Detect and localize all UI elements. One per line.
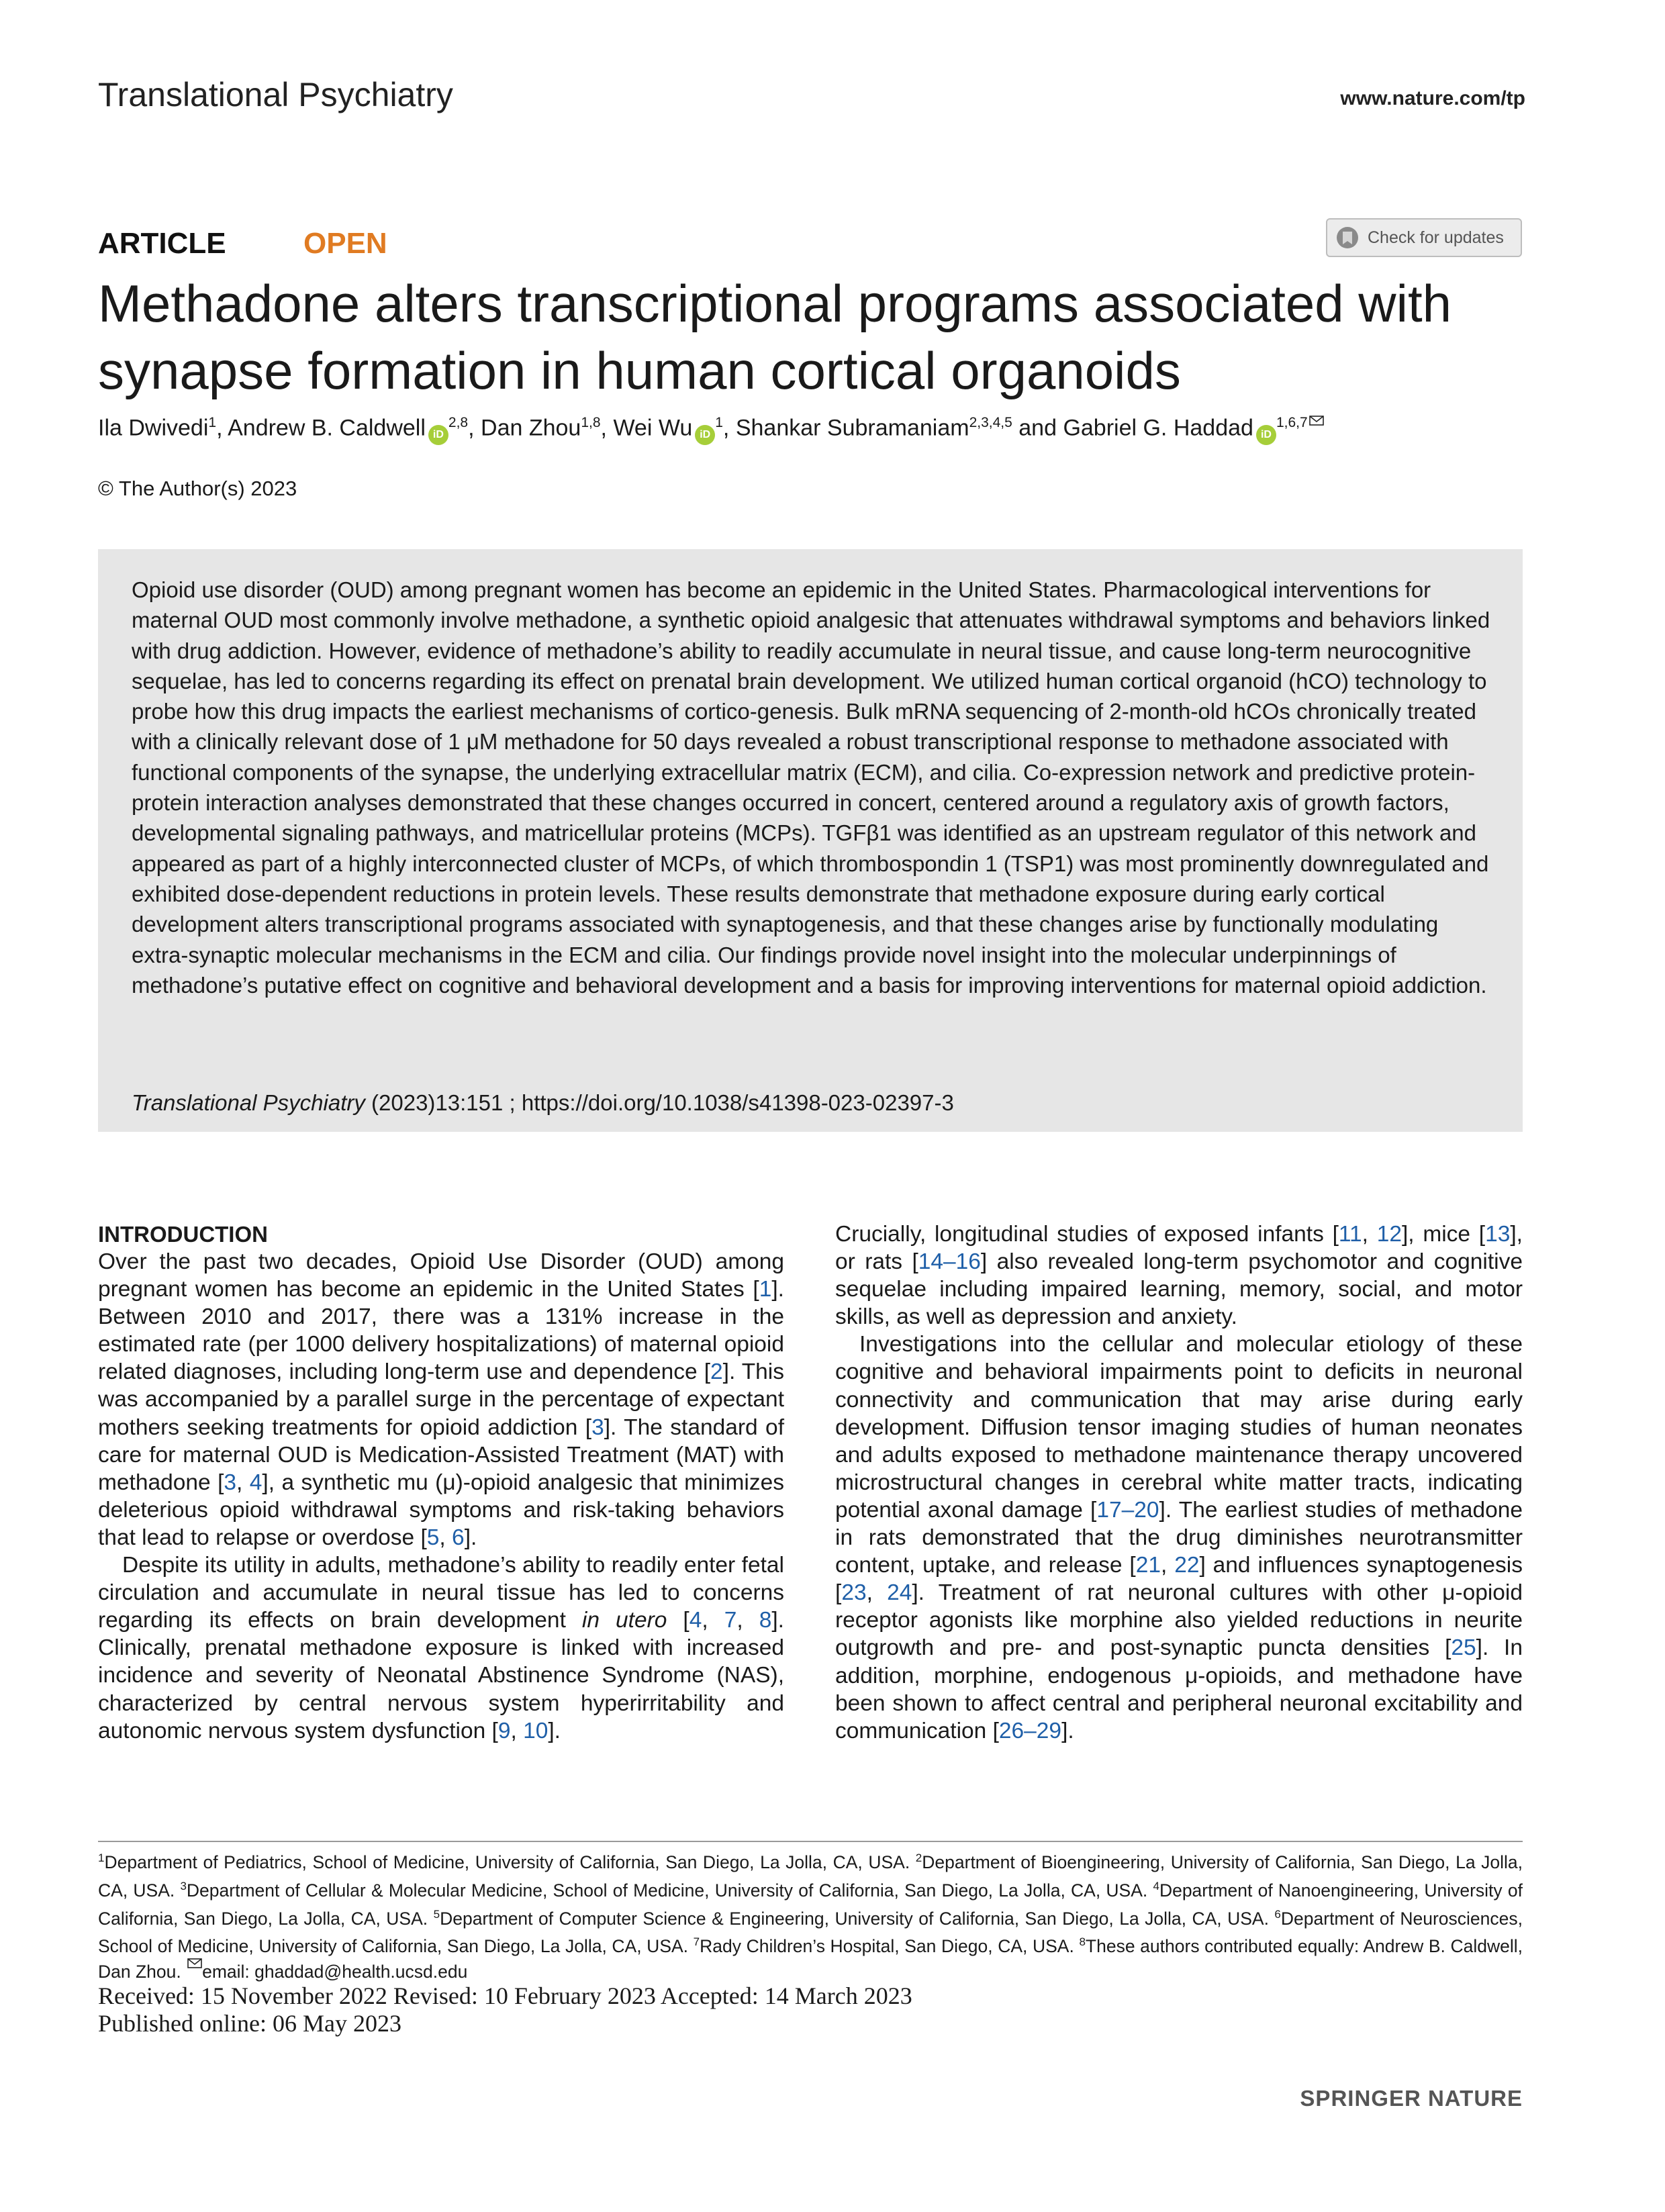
author-affiliation-sup: 2,3,4,5 xyxy=(969,415,1012,430)
reference-link[interactable]: 2 xyxy=(710,1359,723,1385)
reference-link[interactable]: 25 xyxy=(1451,1635,1476,1661)
journal-name: Translational Psychiatry xyxy=(98,76,453,113)
citation-line xyxy=(132,1090,954,1116)
affiliation-number: 3 xyxy=(180,1879,187,1892)
reference-link[interactable]: 17–20 xyxy=(1096,1497,1159,1523)
reference-link[interactable]: 3 xyxy=(224,1470,237,1495)
author-name[interactable]: Wei Wu xyxy=(613,415,693,441)
affiliation-text: Department of Pediatrics, School of Medicine, University of California, San Diego, La Jolla, CA, USA. xyxy=(104,1852,916,1872)
abstract-text: Opioid use disorder (OUD) among pregnant women has become an epidemic in the United States. Pharmacological interventions for maternal OUD most commonly involve methadone, a synthetic opioid analgesic that attenuates withdrawal symptoms and behaviors linked with drug addiction. However, evidence of methadone’s ability to readily accumulate in neural tissue, and cause long-term neurocognitive sequelae, has led to concerns regarding its effect on prenatal brain development. We utilized human cortical organoid (hCO) technology to probe how this drug impacts the earliest mechanisms of cortico-genesis. Bulk mRNA sequencing of 2-month-old hCOs chronically treated with a clinically relevant dose of 1 μM methadone for 50 days revealed a robust transcriptional response to methadone associated with functional components of the synapse, the underlying extracellular matrix (ECM), and cilia. Co-expression network and predictive protein-protein interaction analyses demonstrated that these changes occurred in concert, centered around a regulatory axis of growth factors, developmental signaling pathways, and matricellular proteins (MCPs). TGFβ1 was identified as an upstream regulator of this network and appeared as part of a highly interconnected cluster of MCPs, of which thrombospondin 1 (TSP1) was most prominently downregulated and exhibited dose-dependent reductions in protein levels. These results demonstrate that methadone exposure during early cortical development alters transcriptional programs associated with synaptogenesis, and that these changes arise by functionally modulating extra-synaptic molecular mechanisms in the ECM and cilia. Our findings provide novel insight into the molecular underpinnings of methadone’s putative effect on cognitive and behavioral development and a basis for improving interventions for maternal opioid addiction. xyxy=(132,577,1490,998)
affiliation-number: 4 xyxy=(1153,1879,1159,1892)
affiliation-number: 2 xyxy=(915,1852,922,1864)
author-affiliation-sup: 1 xyxy=(208,415,217,430)
affiliation-text: Department of Neurosciences, School of Medicine, University of California, San Diego, La Jolla, CA, USA. xyxy=(98,1908,1523,1957)
author-affiliation-sup: 1,6,7 xyxy=(1276,415,1308,430)
reference-link[interactable]: 7 xyxy=(724,1608,737,1633)
author-affiliation-sup: 1 xyxy=(715,415,723,430)
reference-link[interactable]: 23 xyxy=(841,1580,867,1606)
publisher-logo: SPRINGER NATURE xyxy=(1300,2086,1523,2111)
article-type-label: ARTICLE xyxy=(98,227,226,260)
reference-link[interactable]: 10 xyxy=(523,1718,549,1743)
reference-link[interactable]: 4 xyxy=(689,1608,702,1633)
reference-link[interactable]: 6 xyxy=(452,1525,465,1550)
article-title: Methadone alters transcriptional programs associated with synapse formation in human cortical organoids xyxy=(98,274,1452,400)
author-name[interactable]: Shankar Subramaniam xyxy=(735,415,969,441)
journal-url-link[interactable]: www.nature.com/tp xyxy=(1340,87,1525,109)
reference-link[interactable]: 26–29 xyxy=(998,1718,1062,1743)
body-paragraph: Crucially, longitudinal studies of exposed infants [11, 12], mice [13], or rats [14–16] also revealed long-term psychomotor and cognitive sequelae including impaired learning, memory, social, and motor skills, as well as depression and anxiety. xyxy=(835,1222,1523,1330)
received-dates: Received: 15 November 2022 Revised: 10 February 2023 Accepted: 14 March 2023 xyxy=(98,1982,912,2009)
author-name[interactable]: Dan Zhou xyxy=(481,415,581,441)
citation-doi[interactable]: (2023)13:151 ; https://doi.org/10.1038/s41398-023-02397-3 xyxy=(365,1090,954,1115)
orcid-icon[interactable]: iD xyxy=(1256,425,1276,445)
body-paragraph: Despite its utility in adults, methadone’s ability to readily enter fetal circulation and accumulate in neural tissue has led to concerns regarding its effects on brain development in utero [4, 7, 8]. Clinically, prenatal methadone exposure is linked with increased incidence and severity of Neonatal Abstinence Syndrome (NAS), characterized by central nervous system hyperirritability and autonomic nervous system dysfunction [9, 10]. xyxy=(98,1553,784,1743)
orcid-icon[interactable]: iD xyxy=(695,425,715,445)
author-name[interactable]: Gabriel G. Haddad xyxy=(1063,415,1253,441)
affiliation-number: 1 xyxy=(98,1852,105,1864)
italic-text: in utero xyxy=(581,1608,667,1633)
orcid-icon[interactable]: iD xyxy=(428,425,448,445)
left-column-paragraphs xyxy=(98,1248,784,1745)
check-for-updates-button[interactable] xyxy=(1326,218,1522,257)
reference-link[interactable]: 1 xyxy=(759,1277,772,1302)
affiliations-footnote xyxy=(98,1846,1523,1984)
reference-link[interactable]: 12 xyxy=(1376,1222,1402,1247)
affiliation-text: Department of Computer Science & Engineering, University of California, San Diego, La Jolla, CA, USA. xyxy=(440,1908,1275,1929)
reference-link[interactable]: 8 xyxy=(759,1608,772,1633)
bookmark-update-icon xyxy=(1335,226,1360,250)
footnote-divider xyxy=(98,1841,1523,1842)
affiliation-number: 8 xyxy=(1079,1935,1086,1949)
affiliation-text: Department of Bioengineering, University of California, San Diego, La Jolla, CA, USA. xyxy=(98,1852,1523,1901)
reference-link[interactable]: 5 xyxy=(426,1525,440,1550)
author-name[interactable]: Ila Dwivedi xyxy=(98,415,209,441)
envelope-icon xyxy=(1309,416,1324,426)
author-list: Ila Dwivedi$^1$, Andrew B. Caldwell iD$^{2,8}$, Dan Zhou$^{1,8}$, Wei Wu $iD^1$, Shankar Subramaniam$^{2,3,4,5}$ and Gabriel G. Haddad iD$^{1,6,7}$ xyxy=(98,415,1541,445)
body-paragraph: Investigations into the cellular and molecular etiology of these cognitive and behavioral impairments point to deficits in neuronal connectivity and communication that may arise during early development. Diffusion tensor imaging studies of human neonates and adults exposed to methadone maintenance therapy uncovered microstructural changes in cerebral white matter tracts, indicating potential axonal damage [17–20]. The earliest studies of methadone in rats demonstrated that the drug diminishes neurotransmitter content, uptake, and release [21, 22] and influences synaptogenesis [23, 24]. Treatment of rat neuronal cultures with other μ-opioid receptor agonists like morphine also yielded reductions in neurite outgrowth and pre- and post-synaptic puncta densities [25]. In addition, morphine, endogenous μ-opioids, and methadone have been shown to affect central and peripheral neuronal excitability and communication [26–29]. xyxy=(835,1332,1523,1743)
affiliation-text: These authors contributed equally: Andrew B. Caldwell, Dan Zhou. xyxy=(98,1936,1523,1982)
reference-link[interactable]: 3 xyxy=(591,1414,604,1440)
affiliation-text: Department of Nanoengineering, University of California, San Diego, La Jolla, CA, USA. xyxy=(98,1880,1523,1929)
reference-link[interactable]: 4 xyxy=(249,1470,263,1495)
citation-journal: Translational Psychiatry xyxy=(132,1090,365,1115)
published-date: Published online: 06 May 2023 xyxy=(98,2010,401,2037)
reference-link[interactable]: 21 xyxy=(1135,1553,1161,1578)
reference-link[interactable]: 11 xyxy=(1338,1222,1362,1247)
body-column-left xyxy=(98,1220,784,1745)
reference-link[interactable]: 13 xyxy=(1485,1222,1511,1247)
affiliation-text: Department of Cellular & Molecular Medicine, School of Medicine, University of California, San Diego, La Jolla, CA, USA. xyxy=(186,1880,1153,1901)
reference-link[interactable]: 14–16 xyxy=(918,1249,981,1275)
copyright-notice: © The Author(s) 2023 xyxy=(98,477,297,500)
body-column-right xyxy=(835,1220,1523,1745)
check-for-updates-label: Check for updates xyxy=(1368,228,1504,247)
affiliation-text: Rady Children’s Hospital, San Diego, CA, USA. xyxy=(700,1936,1080,1957)
affiliation-number: 6 xyxy=(1274,1907,1281,1921)
author-affiliation-sup: 1,8 xyxy=(581,415,601,430)
reference-link[interactable]: 22 xyxy=(1174,1553,1200,1578)
affiliation-number: 7 xyxy=(693,1935,700,1949)
corresponding-email[interactable]: email: ghaddad@health.ucsd.edu xyxy=(202,1962,468,1982)
reference-link[interactable]: 24 xyxy=(887,1580,912,1606)
right-column-paragraphs xyxy=(835,1220,1523,1745)
affiliation-number: 5 xyxy=(433,1907,440,1921)
author-affiliation-sup: 2,8 xyxy=(448,415,469,430)
reference-link[interactable]: 9 xyxy=(497,1718,511,1743)
envelope-icon xyxy=(187,1958,202,1968)
open-access-label: OPEN xyxy=(303,227,387,260)
author-name[interactable]: Andrew B. Caldwell xyxy=(228,415,426,441)
section-heading-introduction: INTRODUCTION xyxy=(98,1222,268,1247)
body-paragraph: Over the past two decades, Opioid Use Disorder (OUD) among pregnant women has become an epidemic in the United States [1]. Between 2010 and 2017, there was a 131% increase in the estimated rate (per 1000 delivery hospitalizations) of maternal opioid related diagnoses, including long-term use and dependence [2]. This was accompanied by a parallel surge in the percentage of expectant mothers seeking treatments for opioid addiction [3]. The standard of care for maternal OUD is Medication-Assisted Treatment (MAT) with methadone [3, 4], a synthetic mu (μ)-opioid analgesic that minimizes deleterious opioid withdrawal symptoms and risk-taking behaviors that lead to relapse or overdose [5, 6]. xyxy=(98,1249,784,1550)
